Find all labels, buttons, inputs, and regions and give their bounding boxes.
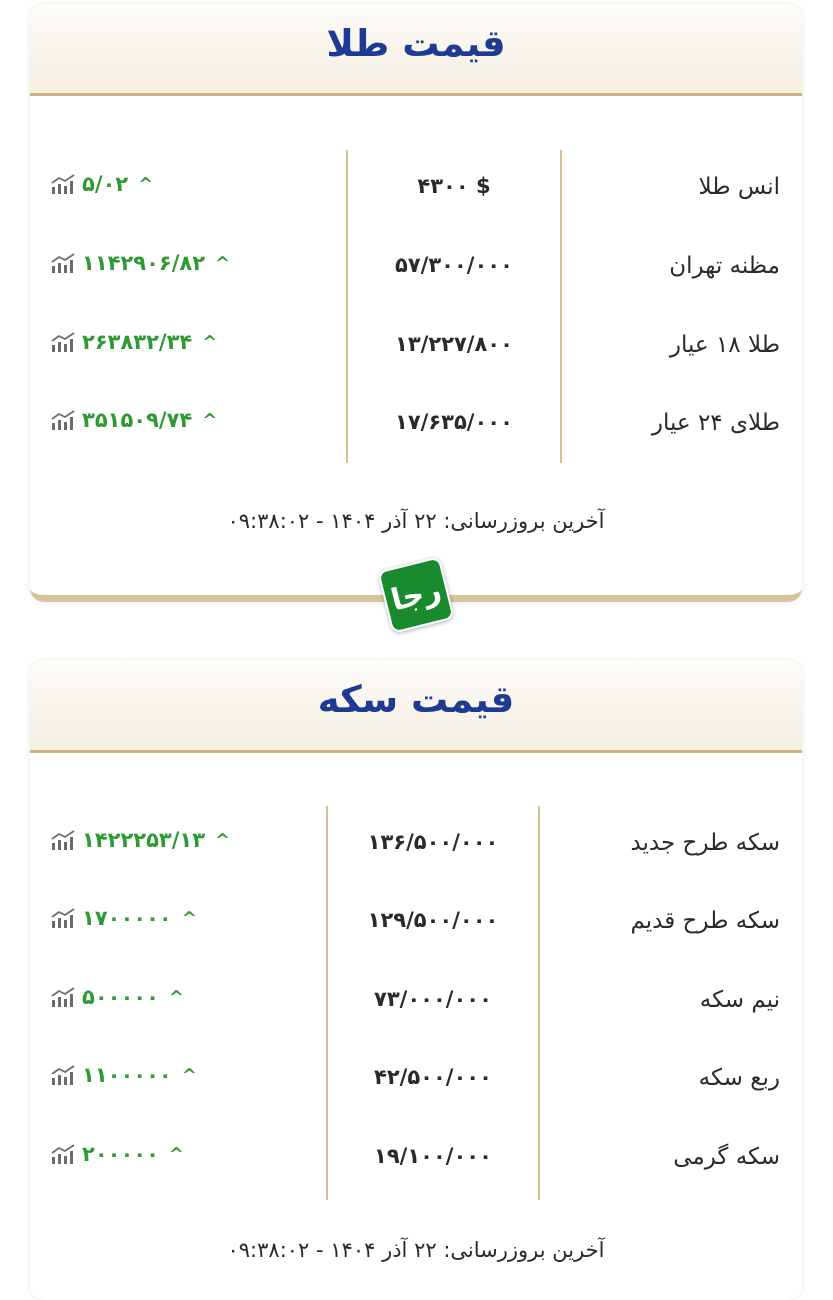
- item-price: ۱۳/۲۲۷/۸۰۰: [395, 332, 513, 356]
- change-value: ۱۷۰۰۰۰۰: [82, 906, 172, 930]
- change-value: ۱۱۴۲۹۰۶/۸۲: [82, 251, 206, 275]
- item-name: نیم سکه: [699, 987, 780, 1013]
- last-update-text: آخرین بروزرسانی: ۲۲ آذر ۱۴۰۴ - ۰۹:۳۸:۰۲: [227, 509, 605, 533]
- chart-bars-icon[interactable]: [50, 331, 76, 353]
- change-value: ۲۰۰۰۰۰: [82, 1142, 159, 1166]
- arrow-up-icon: ^: [168, 1143, 184, 1165]
- item-name: سکه گرمی: [673, 1144, 780, 1170]
- arrow-up-icon: ^: [168, 986, 184, 1008]
- gold-price-card: [30, 4, 802, 602]
- item-price: ۷۳/۰۰۰/۰۰۰: [374, 987, 492, 1011]
- price-change: [50, 1142, 184, 1166]
- chart-bars-icon[interactable]: [50, 252, 76, 274]
- arrow-up-icon: ^: [138, 173, 154, 195]
- change-value: ۱۱۰۰۰۰۰: [82, 1063, 172, 1087]
- chart-bars-icon[interactable]: [50, 409, 76, 431]
- price-row: [30, 162, 802, 222]
- price-row: [30, 975, 802, 1035]
- price-change: [50, 828, 230, 852]
- item-name: مظنه تهران: [669, 253, 780, 279]
- price-row: [30, 398, 802, 458]
- chart-bars-icon[interactable]: [50, 1064, 76, 1086]
- arrow-up-icon: ^: [215, 829, 231, 851]
- price-change: [50, 172, 153, 196]
- item-name: انس طلا: [698, 174, 780, 200]
- item-price: ۱۹/۱۰۰/۰۰۰: [374, 1144, 492, 1168]
- chart-bars-icon[interactable]: [50, 829, 76, 851]
- chart-bars-icon[interactable]: [50, 907, 76, 929]
- price-row: [30, 818, 802, 878]
- change-value: ۵۰۰۰۰۰: [82, 985, 159, 1009]
- price-row: [30, 896, 802, 956]
- item-price: ۴۲/۵۰۰/۰۰۰: [374, 1065, 492, 1089]
- price-row: [30, 241, 802, 301]
- item-name: سکه طرح جدید: [630, 830, 780, 856]
- item-name: سکه طرح قدیم: [630, 908, 780, 934]
- change-value: ۳۵۱۵۰۹/۷۴: [82, 408, 193, 432]
- change-value: ۲۶۳۸۳۲/۳۴: [82, 330, 193, 354]
- gold-card-title: قیمت طلا: [326, 22, 506, 65]
- coin-card-title: قیمت سکه: [317, 678, 515, 721]
- price-change: [50, 985, 184, 1009]
- coin-price-card: [30, 660, 802, 1300]
- price-change: [50, 906, 197, 930]
- price-change: [50, 330, 217, 354]
- arrow-up-icon: ^: [215, 252, 231, 274]
- item-price: ۱۲۹/۵۰۰/۰۰۰: [367, 908, 499, 932]
- item-price: $ ۴۳۰۰: [417, 174, 491, 198]
- item-price: ۵۷/۳۰۰/۰۰۰: [395, 253, 513, 277]
- change-value: ۵/۰۲: [82, 172, 129, 196]
- price-row: [30, 1132, 802, 1192]
- gold-card-header: [30, 4, 802, 96]
- chart-bars-icon[interactable]: [50, 173, 76, 195]
- coin-card-header: [30, 660, 802, 753]
- arrow-up-icon: ^: [202, 409, 218, 431]
- logo-text: رجا: [377, 556, 455, 634]
- arrow-up-icon: ^: [181, 1064, 197, 1086]
- chart-bars-icon[interactable]: [50, 986, 76, 1008]
- price-row: [30, 320, 802, 380]
- change-value: ۱۴۲۲۲۵۳/۱۳: [82, 828, 206, 852]
- last-update-text: آخرین بروزرسانی: ۲۲ آذر ۱۴۰۴ - ۰۹:۳۸:۰۲: [227, 1238, 605, 1262]
- price-change: [50, 408, 217, 432]
- price-change: [50, 1063, 197, 1087]
- arrow-up-icon: ^: [181, 907, 197, 929]
- item-name: ربع سکه: [698, 1065, 780, 1091]
- item-name: طلای ۲۴ عیار: [651, 410, 780, 436]
- chart-bars-icon[interactable]: [50, 1143, 76, 1165]
- item-price: ۱۷/۶۳۵/۰۰۰: [395, 410, 513, 434]
- item-price: ۱۳۶/۵۰۰/۰۰۰: [367, 830, 499, 854]
- price-change: [50, 251, 230, 275]
- price-row: [30, 1053, 802, 1113]
- item-name: طلا ۱۸ عیار: [669, 332, 780, 358]
- arrow-up-icon: ^: [202, 331, 218, 353]
